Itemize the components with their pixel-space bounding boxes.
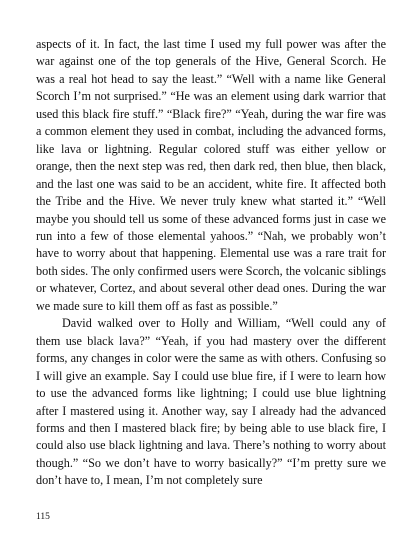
page-number: 115 <box>36 512 50 522</box>
paragraph-continued: aspects of it. In fact, the last time I used my full power was after the war against one of the top generals of the Hive, General Scorch. He was a real hot head to say the least.” “Well with a name like General Scorch I’m not surprised.” “He was an element using dark warrior that used this black fire stuff.” “Black fire?” “Yeah, during the war fire was a common element they used in combat, including the advanced forms, like lava or lightning. Regular colored stuff was either yellow or orange, then the next step was red, then dark red, then blue, then black, and the last one was said to be an accident, white fire. It affected both the Tribe and the Hive. We never truly knew what started it.” “Well maybe you should tell us some of these advanced forms just in case we run into a few of those elemental yahoos.” “Nah, we probably won’t have to worry about that happening. Elemental use was a rare trait for both sides. The only confirmed users were Scorch, the volcanic siblings or whatever, Cortez, and about several other dead ones. During the war we made sure to kill them off as fast as possible.” <box>36 37 386 313</box>
page-body <box>36 36 386 490</box>
paragraph: David walked over to Holly and William, “Well could any of them use black lava?” “Yeah, if you had mastery over the different forms, any changes in color were the same as with others. Confusing so I will give an example. Say I could use blue fire, if I were to learn how to use the advanced forms like lightning; I could use blue lightning after I mastered using it. Another way, say I already had the advanced forms and then I mastered black fire; by being able to use black fire, I could also use black lightning and lava. There’s nothing to worry about though.” “So we don’t have to worry basically?” “I’m pretty sure we don’t have to, I mean, I’m not completely sure <box>36 316 386 488</box>
